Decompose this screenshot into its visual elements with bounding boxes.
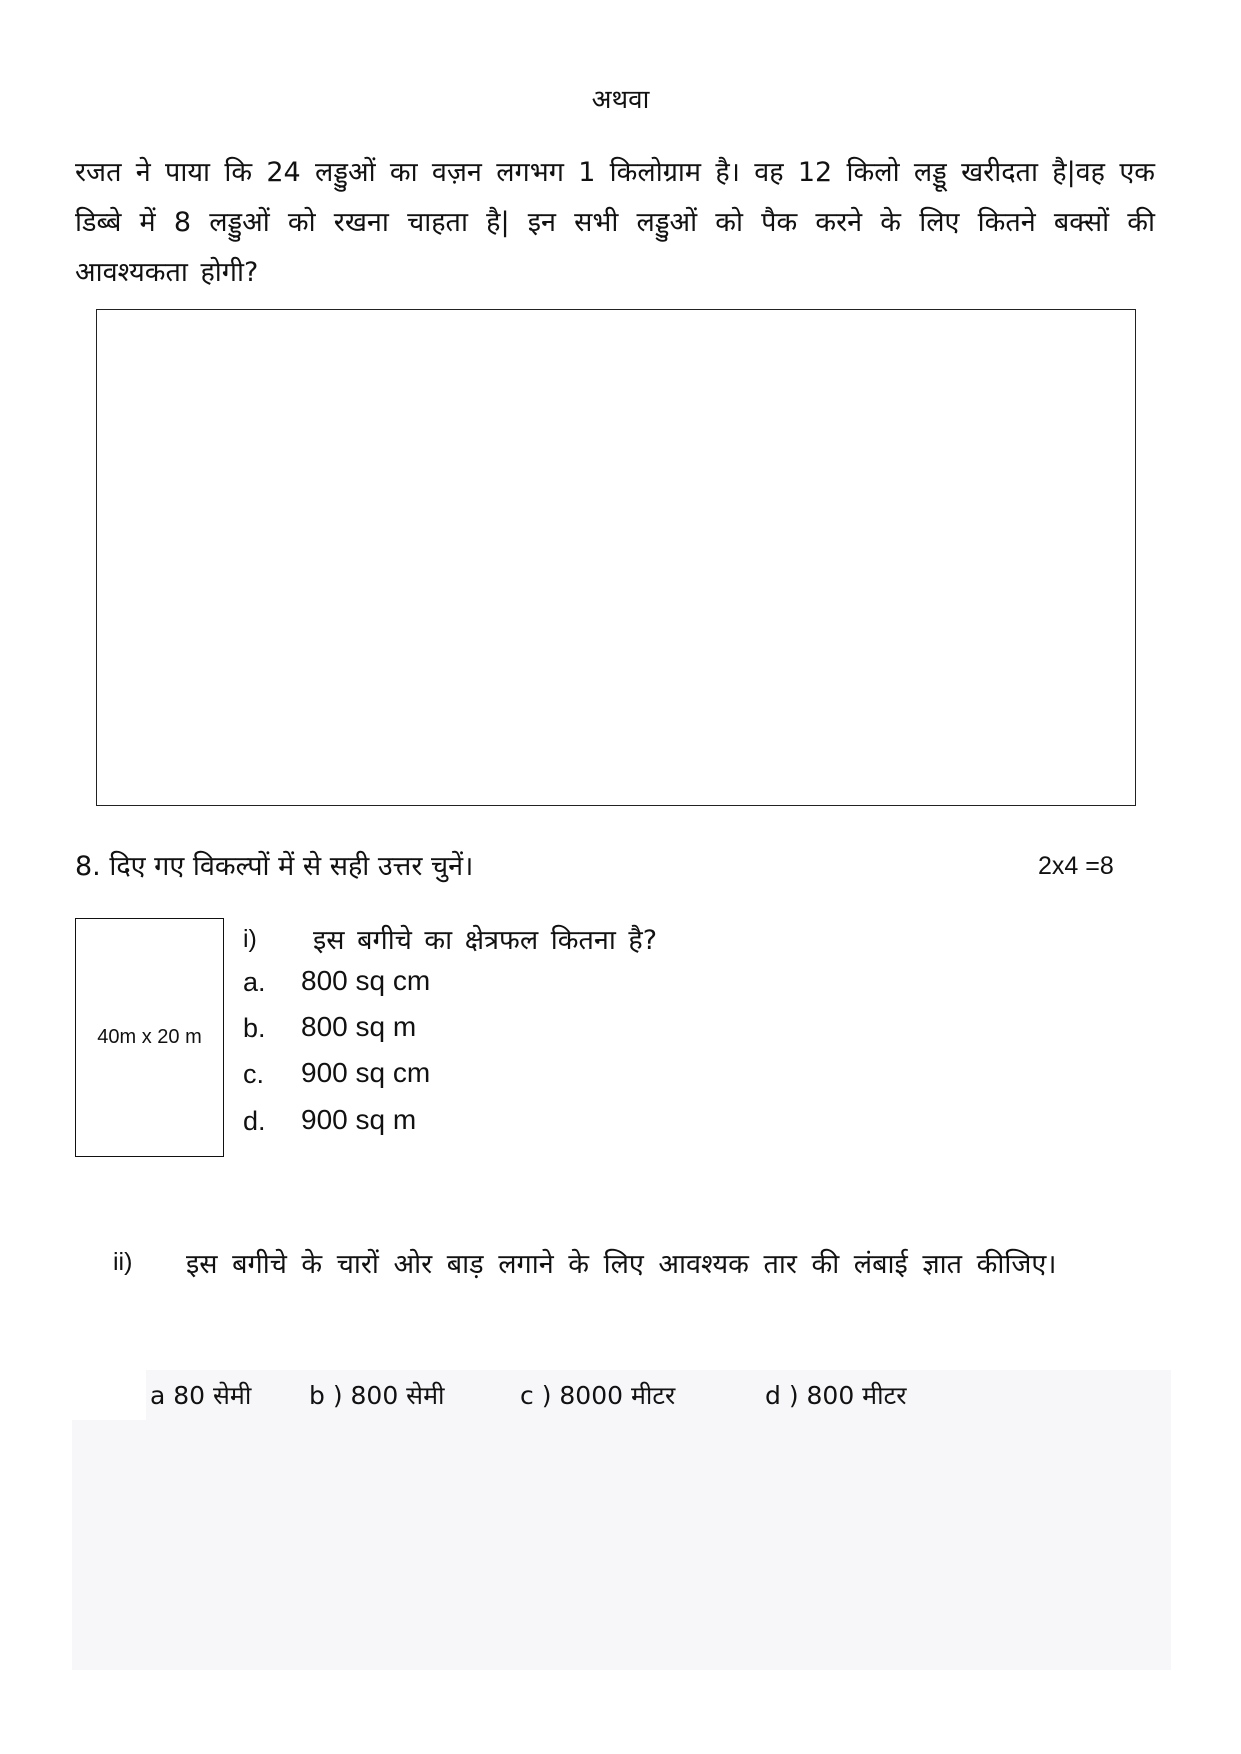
option-d-text: 900 sq m xyxy=(301,1104,417,1135)
option-a-text: 800 sq cm xyxy=(301,965,431,996)
problem-text: रजत ने पाया कि 24 लड्डुओं का वज़न लगभग 1 किलोग्राम है। वह 12 किलो लड्डू खरीदता है|वह एक डिब्बे में 8 लड्डुओं को रखना चाहता है| इन सभी लड्डुओं को पैक करने के लिए कितने बक्सों की आवश्यकता होगी? xyxy=(75,157,1155,288)
option-d-letter: d. xyxy=(243,1106,266,1136)
alternative-heading: अथवा xyxy=(591,85,650,115)
sub-question-2-option-b: b ) 800 सेमी xyxy=(309,1381,445,1410)
sub-question-2-option-c: c ) 8000 मीटर xyxy=(520,1381,676,1410)
option-b-text: 800 sq m xyxy=(301,1011,417,1042)
option-a-letter: a. xyxy=(243,967,266,997)
sub-question-2-text: इस बगीचे के चारों ओर बाड़ लगाने के लिए आवश्यक तार की लंबाई ज्ञात कीजिए। xyxy=(186,1249,1057,1280)
sub-question-2-option-a: a 80 सेमी xyxy=(150,1381,252,1410)
shaded-area xyxy=(72,1420,1171,1670)
option-b-letter: b. xyxy=(243,1013,266,1043)
sub-question-2-number: ii) xyxy=(113,1248,133,1276)
garden-diagram xyxy=(75,918,224,1157)
garden-dimensions-label: 40m x 20 m xyxy=(97,1026,202,1048)
answer-box xyxy=(96,309,1136,806)
option-c-letter: c. xyxy=(243,1059,265,1089)
sub-question-1-number: i) xyxy=(243,925,257,953)
option-c-text: 900 sq cm xyxy=(301,1057,431,1088)
sub-question-2-option-d: d ) 800 मीटर xyxy=(765,1381,907,1410)
sub-question-1-text: इस बगीचे का क्षेत्रफल कितना है? xyxy=(313,925,658,956)
question-8-title: 8. दिए गए विकल्पों में से सही उत्तर चुनें। xyxy=(75,851,474,882)
question-8-marks: 2x4 =8 xyxy=(1038,852,1114,880)
